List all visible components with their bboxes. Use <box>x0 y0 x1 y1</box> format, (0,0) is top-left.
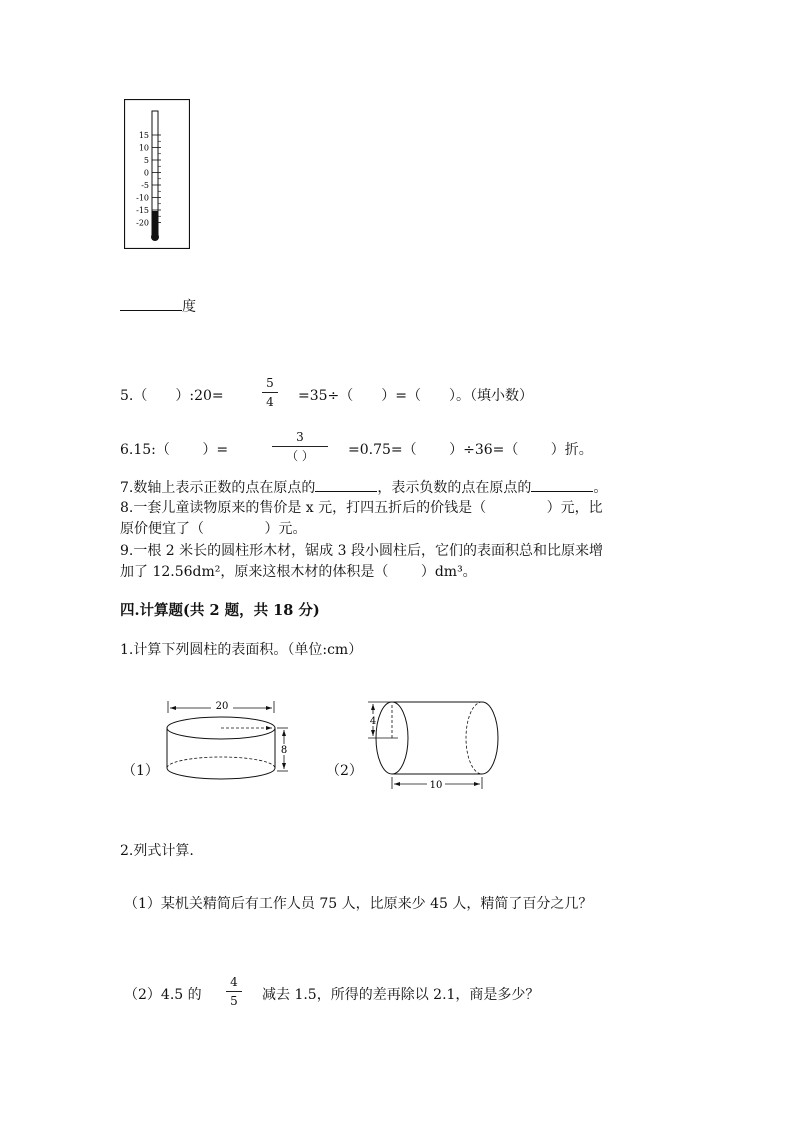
thermometer-tick-label: -10 <box>136 193 149 203</box>
q4-unit: 度 <box>182 299 196 315</box>
q5-part2: =35÷（ ）=（ ）。（填小数） <box>298 388 534 404</box>
q7-part1: 7.数轴上表示正数的点在原点的 <box>120 480 316 496</box>
q6-part1: 6.15:（ ）= <box>120 442 229 458</box>
calc2-item2-fraction <box>226 975 242 1008</box>
calc1-prompt: 1.计算下列圆柱的表面积。（单位:cm） <box>120 642 363 658</box>
q7-blank-1[interactable] <box>315 477 377 492</box>
q7-part3: 。 <box>593 480 608 496</box>
q6-frac-bar <box>272 446 328 447</box>
thermometer-tick-label: -20 <box>136 218 149 228</box>
q6-part2: =0.75=（ ）÷36=（ ）折。 <box>348 442 593 458</box>
thermometer-tick-label: 15 <box>138 131 149 140</box>
calc2-prompt: 2.列式计算. <box>120 843 194 859</box>
cylinder-figure-1 <box>160 693 295 783</box>
q6-frac-den: （ ） <box>286 449 314 463</box>
thermometer-tick-label: 0 <box>143 168 149 178</box>
q8-line2: 原价便宜了（ ）元。 <box>120 521 307 537</box>
q5-frac-bar <box>262 392 278 393</box>
q6-fraction <box>272 430 328 463</box>
thermometer-tick-label: -5 <box>141 181 149 190</box>
section-4-title: 四.计算题(共 2 题，共 18 分) <box>120 602 320 619</box>
q5-part1: 5.（ ）:20= <box>120 388 224 404</box>
fig1-diameter-label: 20 <box>215 701 229 712</box>
q7-blank-2[interactable] <box>531 477 593 492</box>
calc2-item1: （1）某机关精简后有工作人员 75 人，比原来少 45 人，精简了百分之几？ <box>124 896 593 912</box>
thermometer-tick-label: -15 <box>136 206 149 215</box>
calc1-fig1-label: （1） <box>122 763 159 779</box>
fig2-diameter-label: 4 <box>369 716 377 727</box>
q6-frac-num: 3 <box>296 430 304 444</box>
q8-line1: 8.一套儿童读物原来的售价是 x 元，打四五折后的价钱是（ ）元，比 <box>120 500 603 516</box>
calc2-frac-num: 4 <box>230 975 238 989</box>
thermometer-tick-label: 5 <box>143 156 149 165</box>
q7-part2: ，表示负数的点在原点的 <box>377 480 532 496</box>
fig1-height-label: 8 <box>280 745 288 756</box>
q5-frac-num: 5 <box>266 376 274 390</box>
thermometer-figure <box>124 99 190 249</box>
q7-line <box>120 477 607 497</box>
calc2-frac-den: 5 <box>230 994 238 1008</box>
q4-answer <box>120 296 196 316</box>
q5-fraction <box>262 376 278 409</box>
thermometer-tick-label: 10 <box>138 143 149 153</box>
thermometer-bulb <box>151 233 159 241</box>
q9-line2: 加了 12.56dm²，原来这根木材的体积是（ ）dm³。 <box>120 564 477 580</box>
calc2-item2-part2: 减去 1.5，所得的差再除以 2.1，商是多少？ <box>262 987 540 1003</box>
calc2-frac-bar <box>226 991 242 992</box>
cylinder-figure-2 <box>362 697 502 793</box>
fig2-length-label: 10 <box>429 780 443 791</box>
q4-answer-blank[interactable] <box>120 296 182 311</box>
q5-frac-den: 4 <box>266 395 274 409</box>
calc1-fig2-label: （2） <box>326 763 363 779</box>
q9-line1: 9.一根 2 米长的圆柱形木材，锯成 3 段小圆柱后，它们的表面积总和比原来增 <box>120 543 603 559</box>
calc2-item2-part1: （2）4.5 的 <box>124 987 202 1003</box>
